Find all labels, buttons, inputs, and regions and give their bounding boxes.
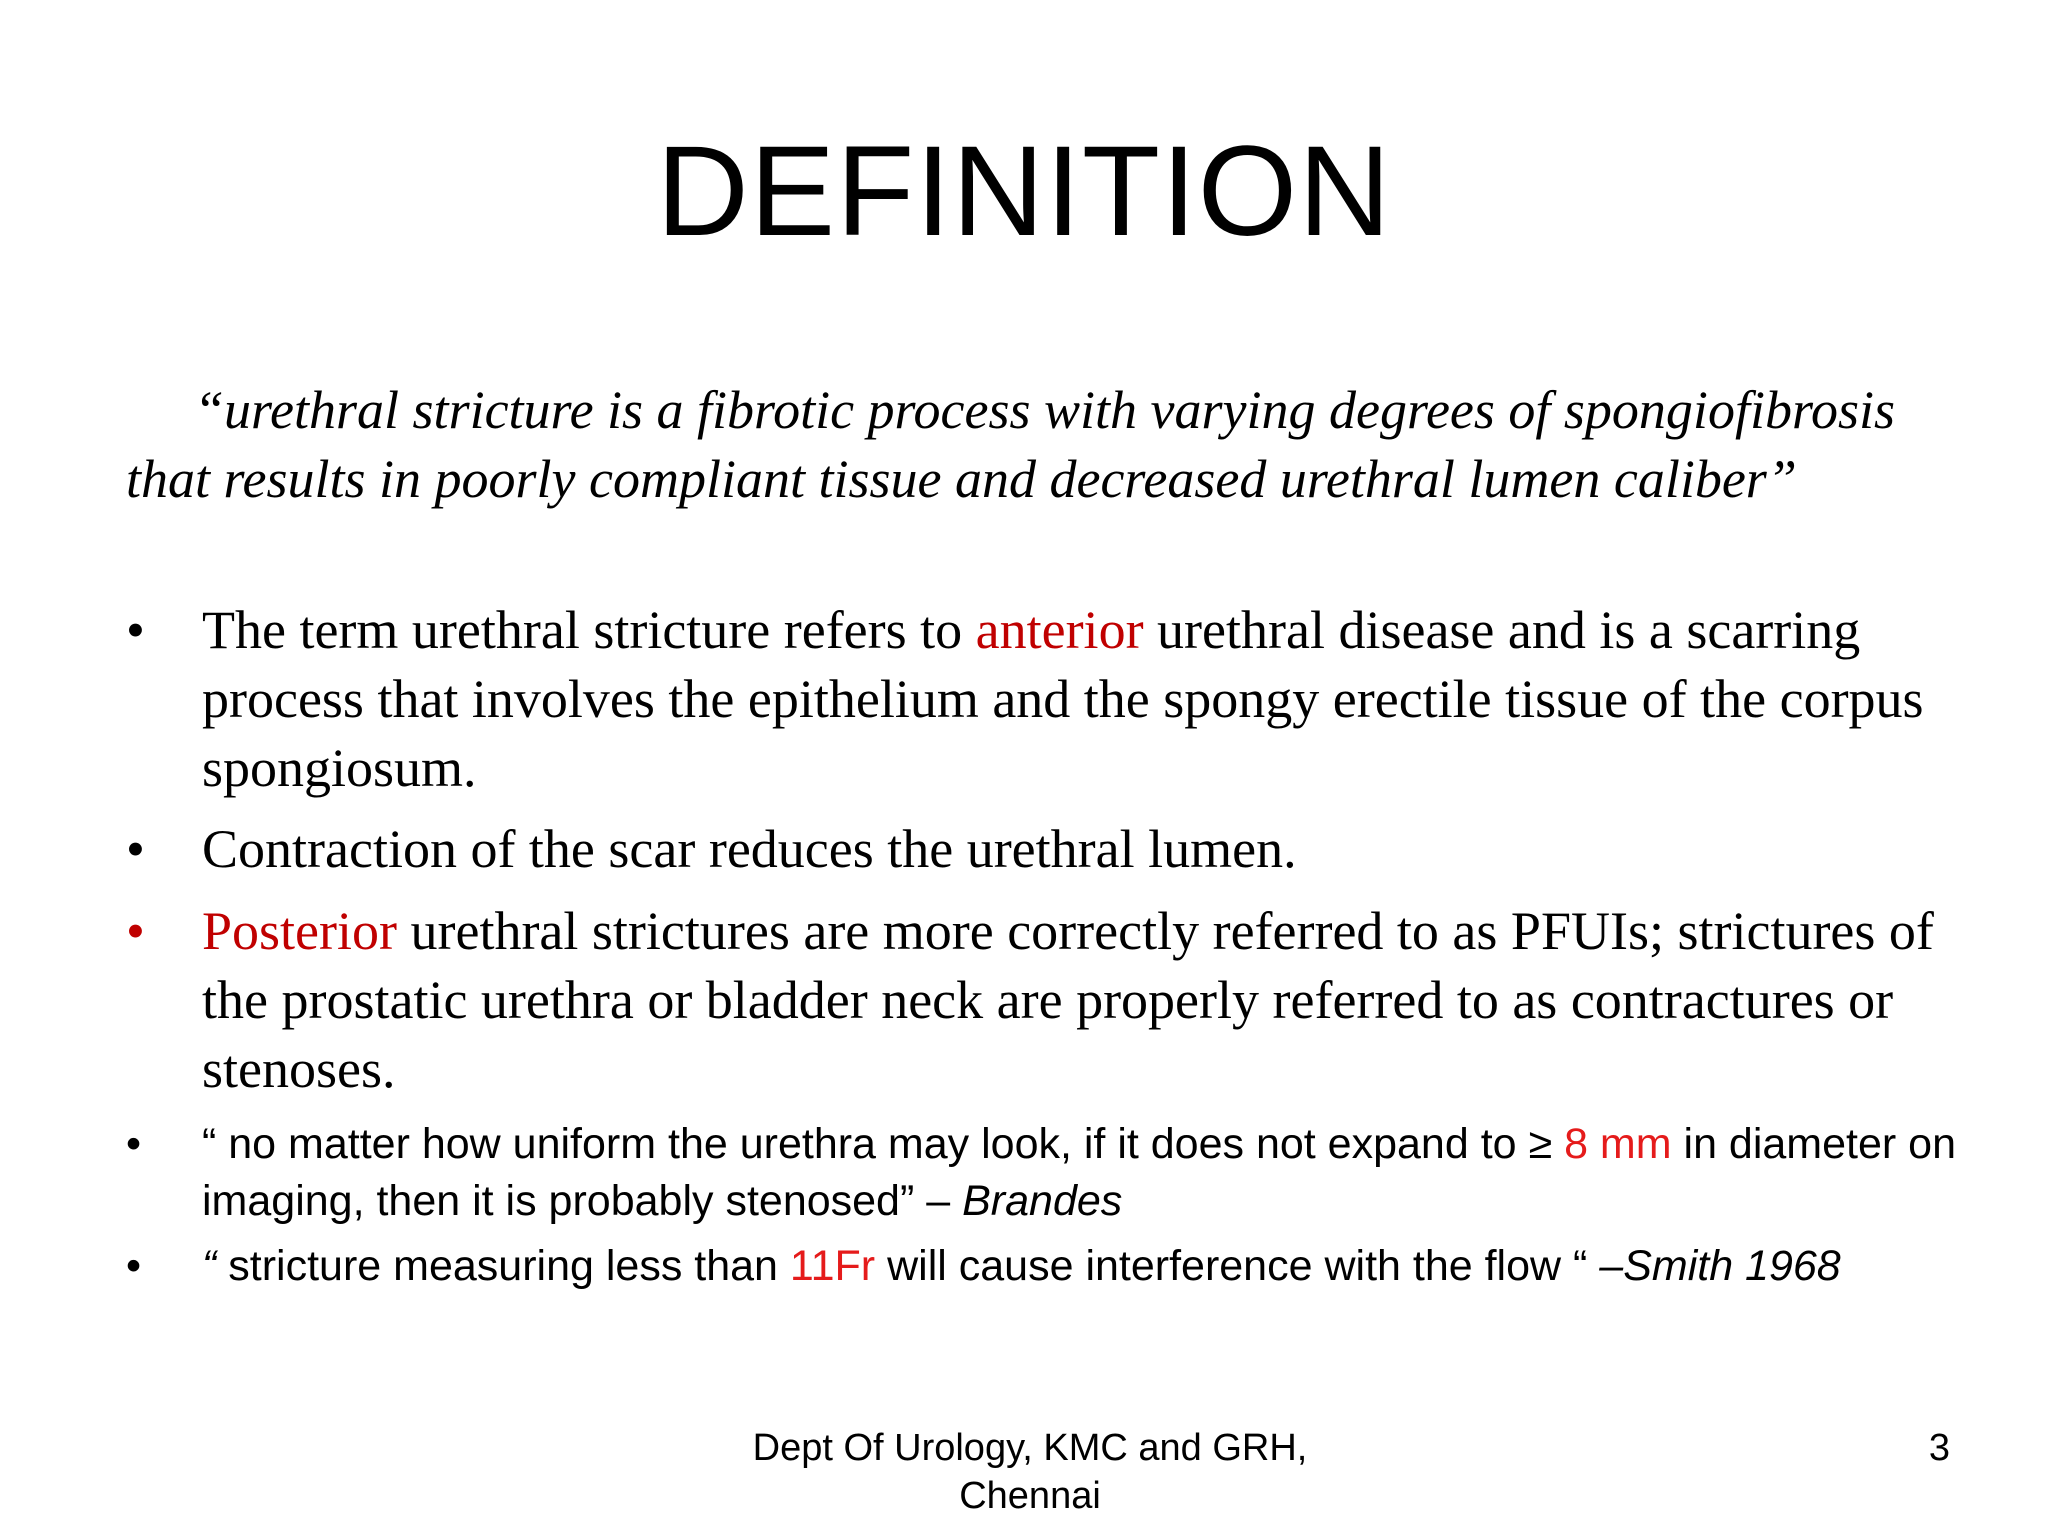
bullet-text-part: will cause interference with the flow “ — [875, 1242, 1600, 1290]
author-brandes: Brandes — [962, 1177, 1123, 1225]
highlight-8mm: 8 mm — [1564, 1120, 1672, 1168]
bullet-marker: • — [126, 600, 145, 660]
bullet-text: Contraction of the scar reduces the urethral lumen. — [202, 819, 1297, 879]
quote-close-mark: ” — [1766, 449, 1797, 509]
slide-title: DEFINITION — [656, 120, 1392, 263]
bullet-text — [202, 1238, 1982, 1295]
highlight-anterior: anterior — [975, 600, 1144, 660]
bullet-text-part: “ no matter how uniform the urethra may look, if it does not expand to ≥ — [202, 1120, 1565, 1168]
bullet-text — [202, 596, 1982, 803]
page-number: 3 — [1928, 1427, 1950, 1469]
bullet-text-part: urethral strictures are more correctly referred to as PFUIs; strictures of the prostatic urethra or bladder neck are properly referred to as contractures or stenoses. — [202, 901, 1934, 1099]
quote-open-mark: “ — [202, 1242, 217, 1290]
bullet-text-part: stricture measuring less than — [216, 1242, 790, 1290]
bullet-text — [202, 897, 1982, 1104]
author-smith: –Smith 1968 — [1599, 1242, 1841, 1290]
definition-quote — [126, 376, 1966, 514]
bullet-marker: • — [126, 819, 145, 879]
bullet-text-part: urethral disease and is a scarring process that involves the epithelium and the spongy erectile tissue of the corpus spongiosum. — [202, 600, 1924, 798]
slide-footer: Dept Of Urology, KMC and GRH, Chennai — [752, 1427, 1308, 1517]
highlight-posterior: Posterior — [202, 901, 397, 961]
bullet-marker: • — [126, 1242, 142, 1290]
quote-open-mark: “ — [194, 380, 225, 440]
bullet-marker: • — [126, 901, 145, 961]
quote-text: urethral stricture is a fibrotic process with varying degrees of spongiofibrosis that results in poorly compliant tissue and decreased urethral lumen caliber — [126, 380, 1895, 509]
bullet-text-part: The term urethral stricture refers to — [202, 600, 976, 660]
bullet-text-part: in diameter on imaging, then it is probably stenosed” – — [202, 1120, 1956, 1225]
bullet-text — [202, 1116, 1982, 1230]
highlight-11fr: 11Fr — [789, 1242, 876, 1290]
bullet-marker: • — [126, 1120, 142, 1168]
